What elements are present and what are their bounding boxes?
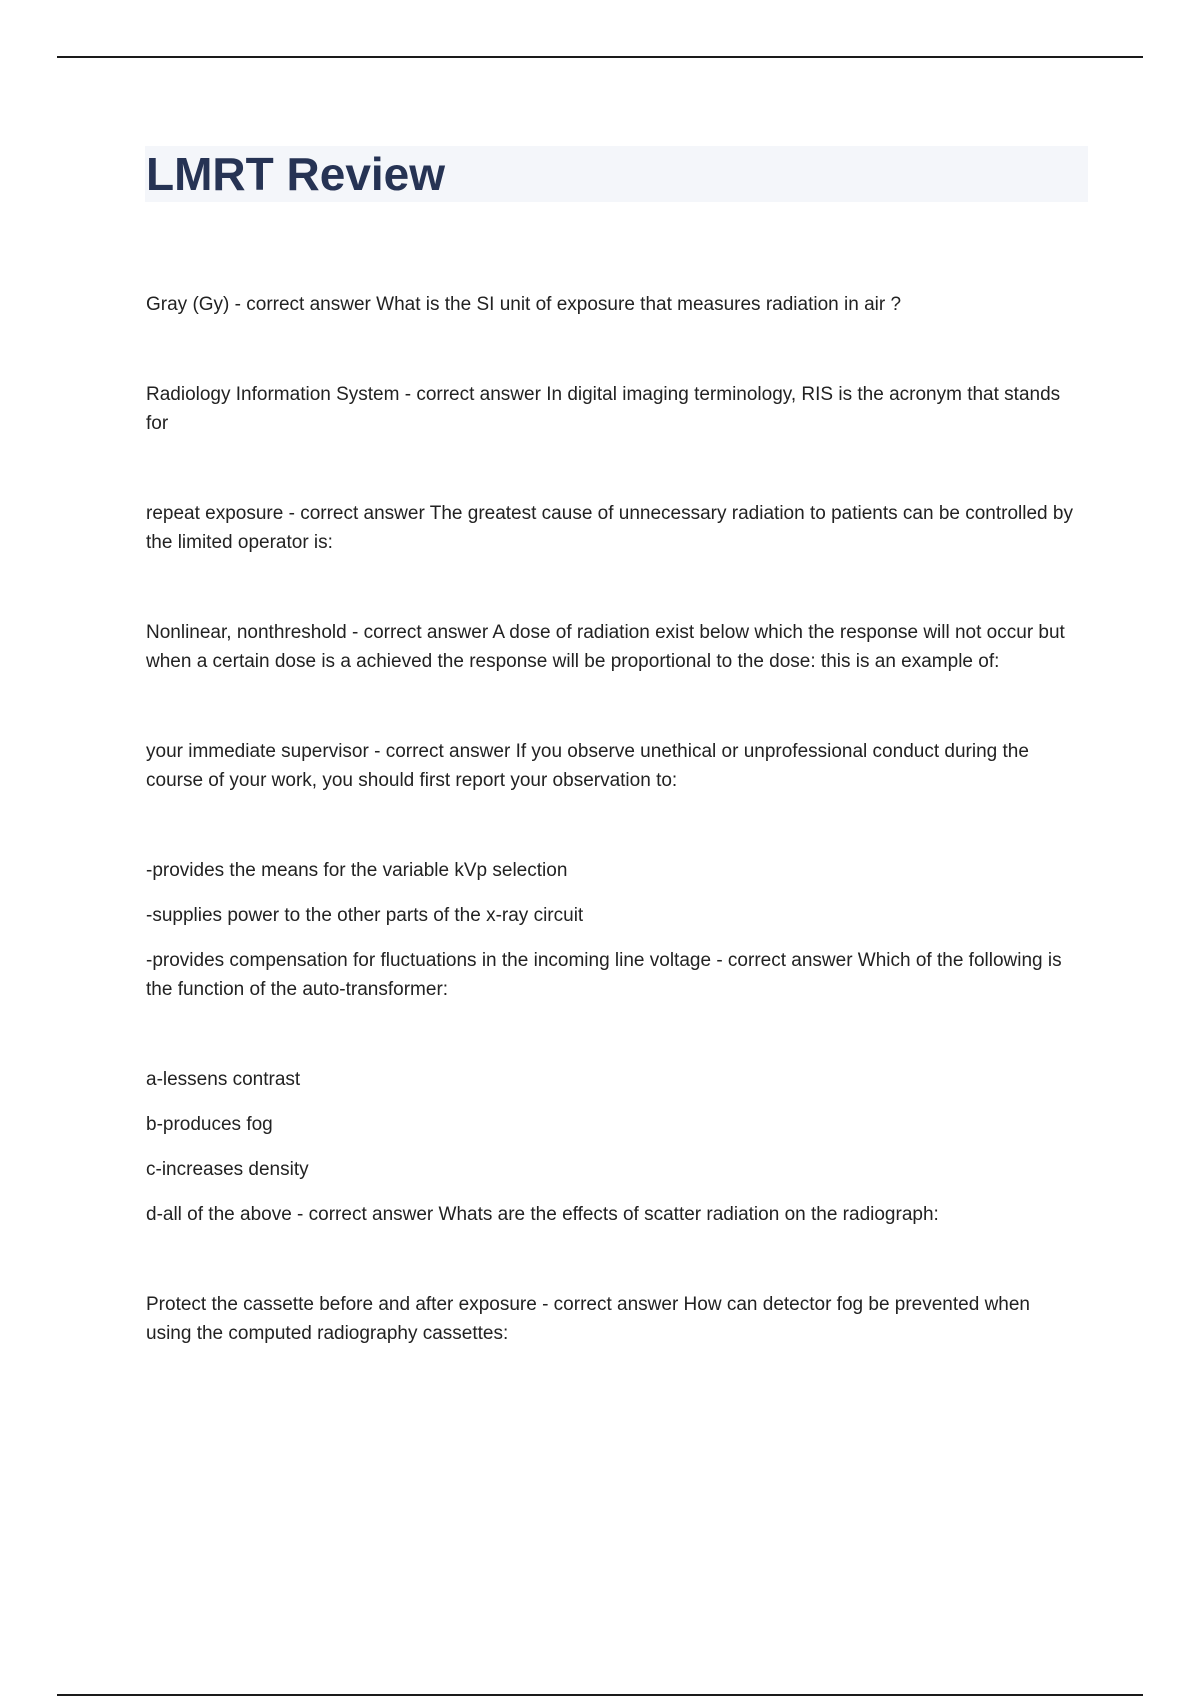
qa-line: Gray (Gy) - correct answer What is the SI unit of exposure that measures radiation in air ? [146,294,902,315]
qa-line: d-all of the above - correct answer Whats are the effects of scatter radiation on the radiograph: [146,1204,939,1225]
bottom-rule [57,1694,1143,1696]
qa-line: Protect the cassette before and after exposure - correct answer How can detector fog be prevented when using the computed radiography cassettes: [146,1294,1030,1344]
qa-line: a-lessens contrast [146,1069,301,1090]
document-body [146,290,1076,1409]
qa-line: -supplies power to the other parts of the x-ray circuit [146,905,584,926]
qa-line: Radiology Information System - correct answer In digital imaging terminology, RIS is the acronym that stands for [146,384,1061,434]
qa-line: your immediate supervisor - correct answer If you observe unethical or unprofessional conduct during the course of your work, you should first report your observation to: [146,741,1029,791]
qa-entry-7 [146,1065,1076,1229]
qa-entry-4 [146,618,1076,676]
qa-line: -provides the means for the variable kVp selection [146,860,568,881]
top-rule [57,56,1143,58]
qa-entry-6 [146,856,1076,1004]
qa-line: Nonlinear, nonthreshold - correct answer A dose of radiation exist below which the response will not occur but when a certain dose is a achieved the response will be proportional to the dose: this is an example of: [146,622,1065,672]
qa-line: c-increases density [146,1159,309,1180]
qa-entry-5 [146,737,1076,795]
qa-line: repeat exposure - correct answer The greatest cause of unnecessary radiation to patients can be controlled by the limited operator is: [146,503,1073,553]
qa-line: b-produces fog [146,1114,273,1135]
qa-entry-1 [146,290,1076,319]
qa-entry-8 [146,1290,1076,1348]
qa-entry-3 [146,499,1076,557]
document-title: LMRT Review [146,148,446,200]
qa-entry-2 [146,380,1076,438]
qa-line: -provides compensation for fluctuations in the incoming line voltage - correct answer Which of the following is the function of the auto-transformer: [146,950,1062,1000]
